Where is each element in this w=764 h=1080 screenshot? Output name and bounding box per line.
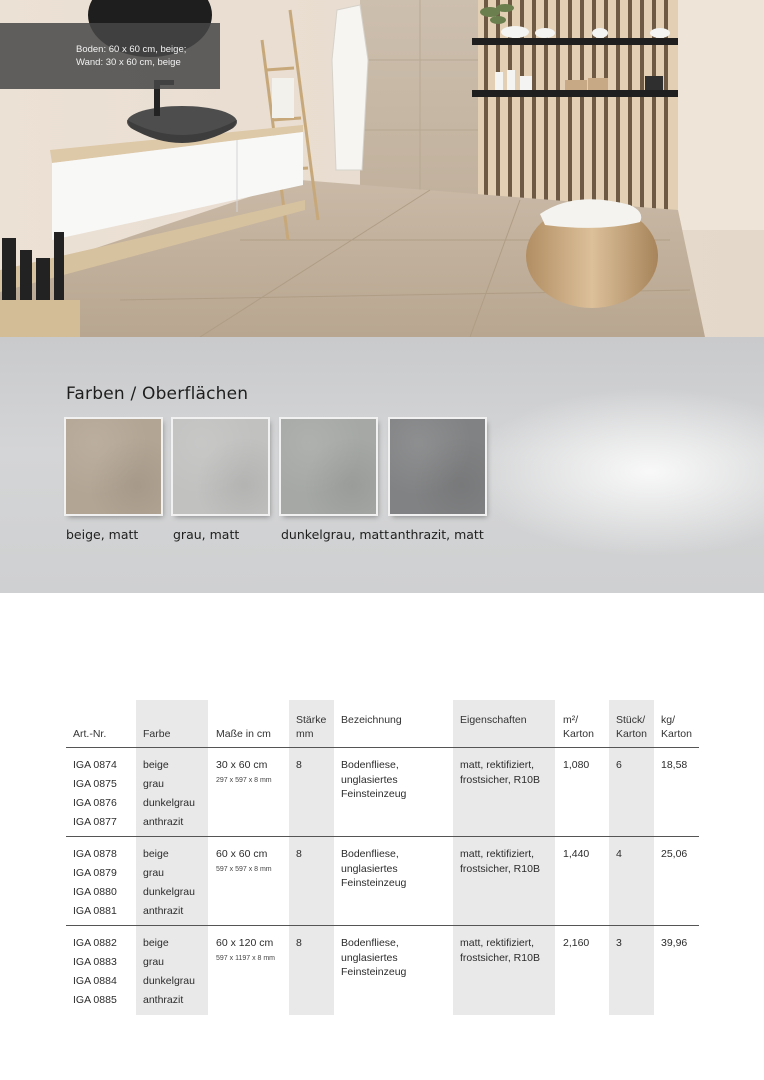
table-cell: Bodenfliese, (341, 848, 399, 860)
swatch-grau (173, 419, 268, 514)
row3-staerke: 8 (296, 937, 302, 949)
colours-title: Farben / Oberflächen (66, 384, 249, 404)
row1-eigenschaften (460, 758, 540, 787)
table-cell: Feinsteinzeug (341, 877, 407, 889)
caption-line-wall: Wand: 30 x 60 cm, beige (76, 57, 181, 68)
table-cell: IGA 0880 (73, 886, 117, 898)
table-cell: anthrazit (143, 994, 184, 1006)
header-kg-line1: kg/ (661, 714, 676, 726)
table-cell: beige (143, 759, 169, 771)
header-staerke-line2: mm (296, 728, 314, 740)
row3-m2: 2,160 (563, 937, 590, 949)
header-stueck (616, 713, 647, 741)
table-cell: frostsicher, R10B (460, 862, 540, 875)
hero-caption (0, 23, 220, 89)
row-divider-1 (66, 836, 699, 837)
table-cell: 60 x 60 cm (216, 848, 268, 860)
row3-bezeichnung (341, 936, 406, 980)
row1-farbe (143, 758, 195, 834)
header-kg-line2: Karton (661, 728, 692, 740)
header-m2 (563, 713, 594, 741)
table-cell: IGA 0882 (73, 937, 117, 949)
header-kg (661, 713, 692, 741)
header-farbe: Farbe (143, 728, 171, 740)
table-cell: grau (143, 956, 165, 968)
table-cell: Feinsteinzeug (341, 788, 407, 800)
table-cell: matt, rektifiziert, (460, 937, 535, 949)
row2-masse (216, 847, 272, 877)
colours-section (0, 337, 764, 593)
row2-stueck: 4 (616, 848, 622, 860)
table-cell: unglasiertes (341, 773, 398, 786)
row2-kg: 25,06 (661, 848, 688, 860)
header-eigenschaften: Eigenschaften (460, 714, 527, 726)
table-cell-detail: 297 x 597 x 8 mm (216, 776, 272, 784)
header-art-nr: Art.-Nr. (73, 728, 107, 740)
table-cell: beige (143, 848, 169, 860)
table-cell: IGA 0884 (73, 975, 117, 987)
header-bezeichnung: Bezeichnung (341, 714, 402, 726)
table-cell-detail: 597 x 1197 x 8 mm (216, 954, 276, 962)
swatch-beige (66, 419, 161, 514)
caption-line-floor: Boden: 60 x 60 cm, beige; (76, 44, 187, 55)
table-cell: dunkelgrau (143, 797, 195, 809)
table-cell: matt, rektifiziert, (460, 848, 535, 860)
row1-bezeichnung (341, 758, 406, 802)
swatch-label-grau: grau, matt (173, 527, 240, 542)
row3-art-nr (73, 936, 117, 1012)
row3-eigenschaften (460, 936, 540, 965)
table-cell: frostsicher, R10B (460, 773, 540, 786)
table-cell: IGA 0875 (73, 778, 117, 790)
row1-staerke: 8 (296, 759, 302, 771)
row3-farbe (143, 936, 195, 1012)
table-cell-detail: 597 x 597 x 8 mm (216, 865, 272, 873)
table-cell: unglasiertes (341, 951, 398, 964)
swatch-anthrazit (390, 419, 485, 514)
swatch-label-anthrazit: anthrazit, matt (390, 527, 484, 542)
table-cell: matt, rektifiziert, (460, 759, 535, 771)
row1-kg: 18,58 (661, 759, 688, 771)
header-staerke (296, 713, 326, 741)
table-cell: IGA 0881 (73, 905, 117, 917)
row1-masse (216, 758, 272, 788)
row1-m2: 1,080 (563, 759, 590, 771)
table-cell: beige (143, 937, 169, 949)
table-cell: IGA 0876 (73, 797, 117, 809)
table-cell: dunkelgrau (143, 886, 195, 898)
row2-m2: 1,440 (563, 848, 590, 860)
table-cell: Bodenfliese, (341, 759, 399, 771)
header-m2-line2: Karton (563, 728, 594, 740)
table-cell: grau (143, 778, 165, 790)
table-cell: grau (143, 867, 165, 879)
table-cell: IGA 0879 (73, 867, 117, 879)
table-cell: 60 x 120 cm (216, 937, 274, 949)
row3-masse (216, 936, 275, 966)
table-cell: IGA 0878 (73, 848, 117, 860)
table-cell: 30 x 60 cm (216, 759, 268, 771)
table-cell: IGA 0874 (73, 759, 117, 771)
table-cell: IGA 0883 (73, 956, 117, 968)
row2-art-nr (73, 847, 117, 923)
row2-eigenschaften (460, 847, 540, 876)
table-cell: unglasiertes (341, 862, 398, 875)
header-divider (66, 747, 699, 748)
table-cell: dunkelgrau (143, 975, 195, 987)
header-staerke-line1: Stärke (296, 714, 327, 726)
header-stueck-line1: Stück/ (616, 714, 646, 726)
header-m2-line1: m²/ (563, 714, 579, 726)
row1-stueck: 6 (616, 759, 622, 771)
header-stueck-line2: Karton (616, 728, 647, 740)
table-cell: frostsicher, R10B (460, 951, 540, 964)
swatch-dunkelgrau (281, 419, 376, 514)
product-table (66, 700, 699, 1015)
table-cell: Bodenfliese, (341, 937, 399, 949)
row3-stueck: 3 (616, 937, 622, 949)
table-cell: Feinsteinzeug (341, 966, 407, 978)
row2-bezeichnung (341, 847, 406, 891)
table-cell: anthrazit (143, 905, 184, 917)
row-divider-2 (66, 925, 699, 926)
header-masse: Maße in cm (216, 728, 271, 740)
row1-art-nr (73, 758, 117, 834)
swatch-label-beige: beige, matt (66, 527, 139, 542)
table-cell: IGA 0885 (73, 994, 117, 1006)
row3-kg: 39,96 (661, 937, 688, 949)
table-cell: IGA 0877 (73, 816, 117, 828)
table-cell: anthrazit (143, 816, 184, 828)
hero-photo (0, 0, 764, 337)
row2-farbe (143, 847, 195, 923)
swatch-label-dunkelgrau: dunkelgrau, matt (281, 527, 389, 542)
row2-staerke: 8 (296, 848, 302, 860)
